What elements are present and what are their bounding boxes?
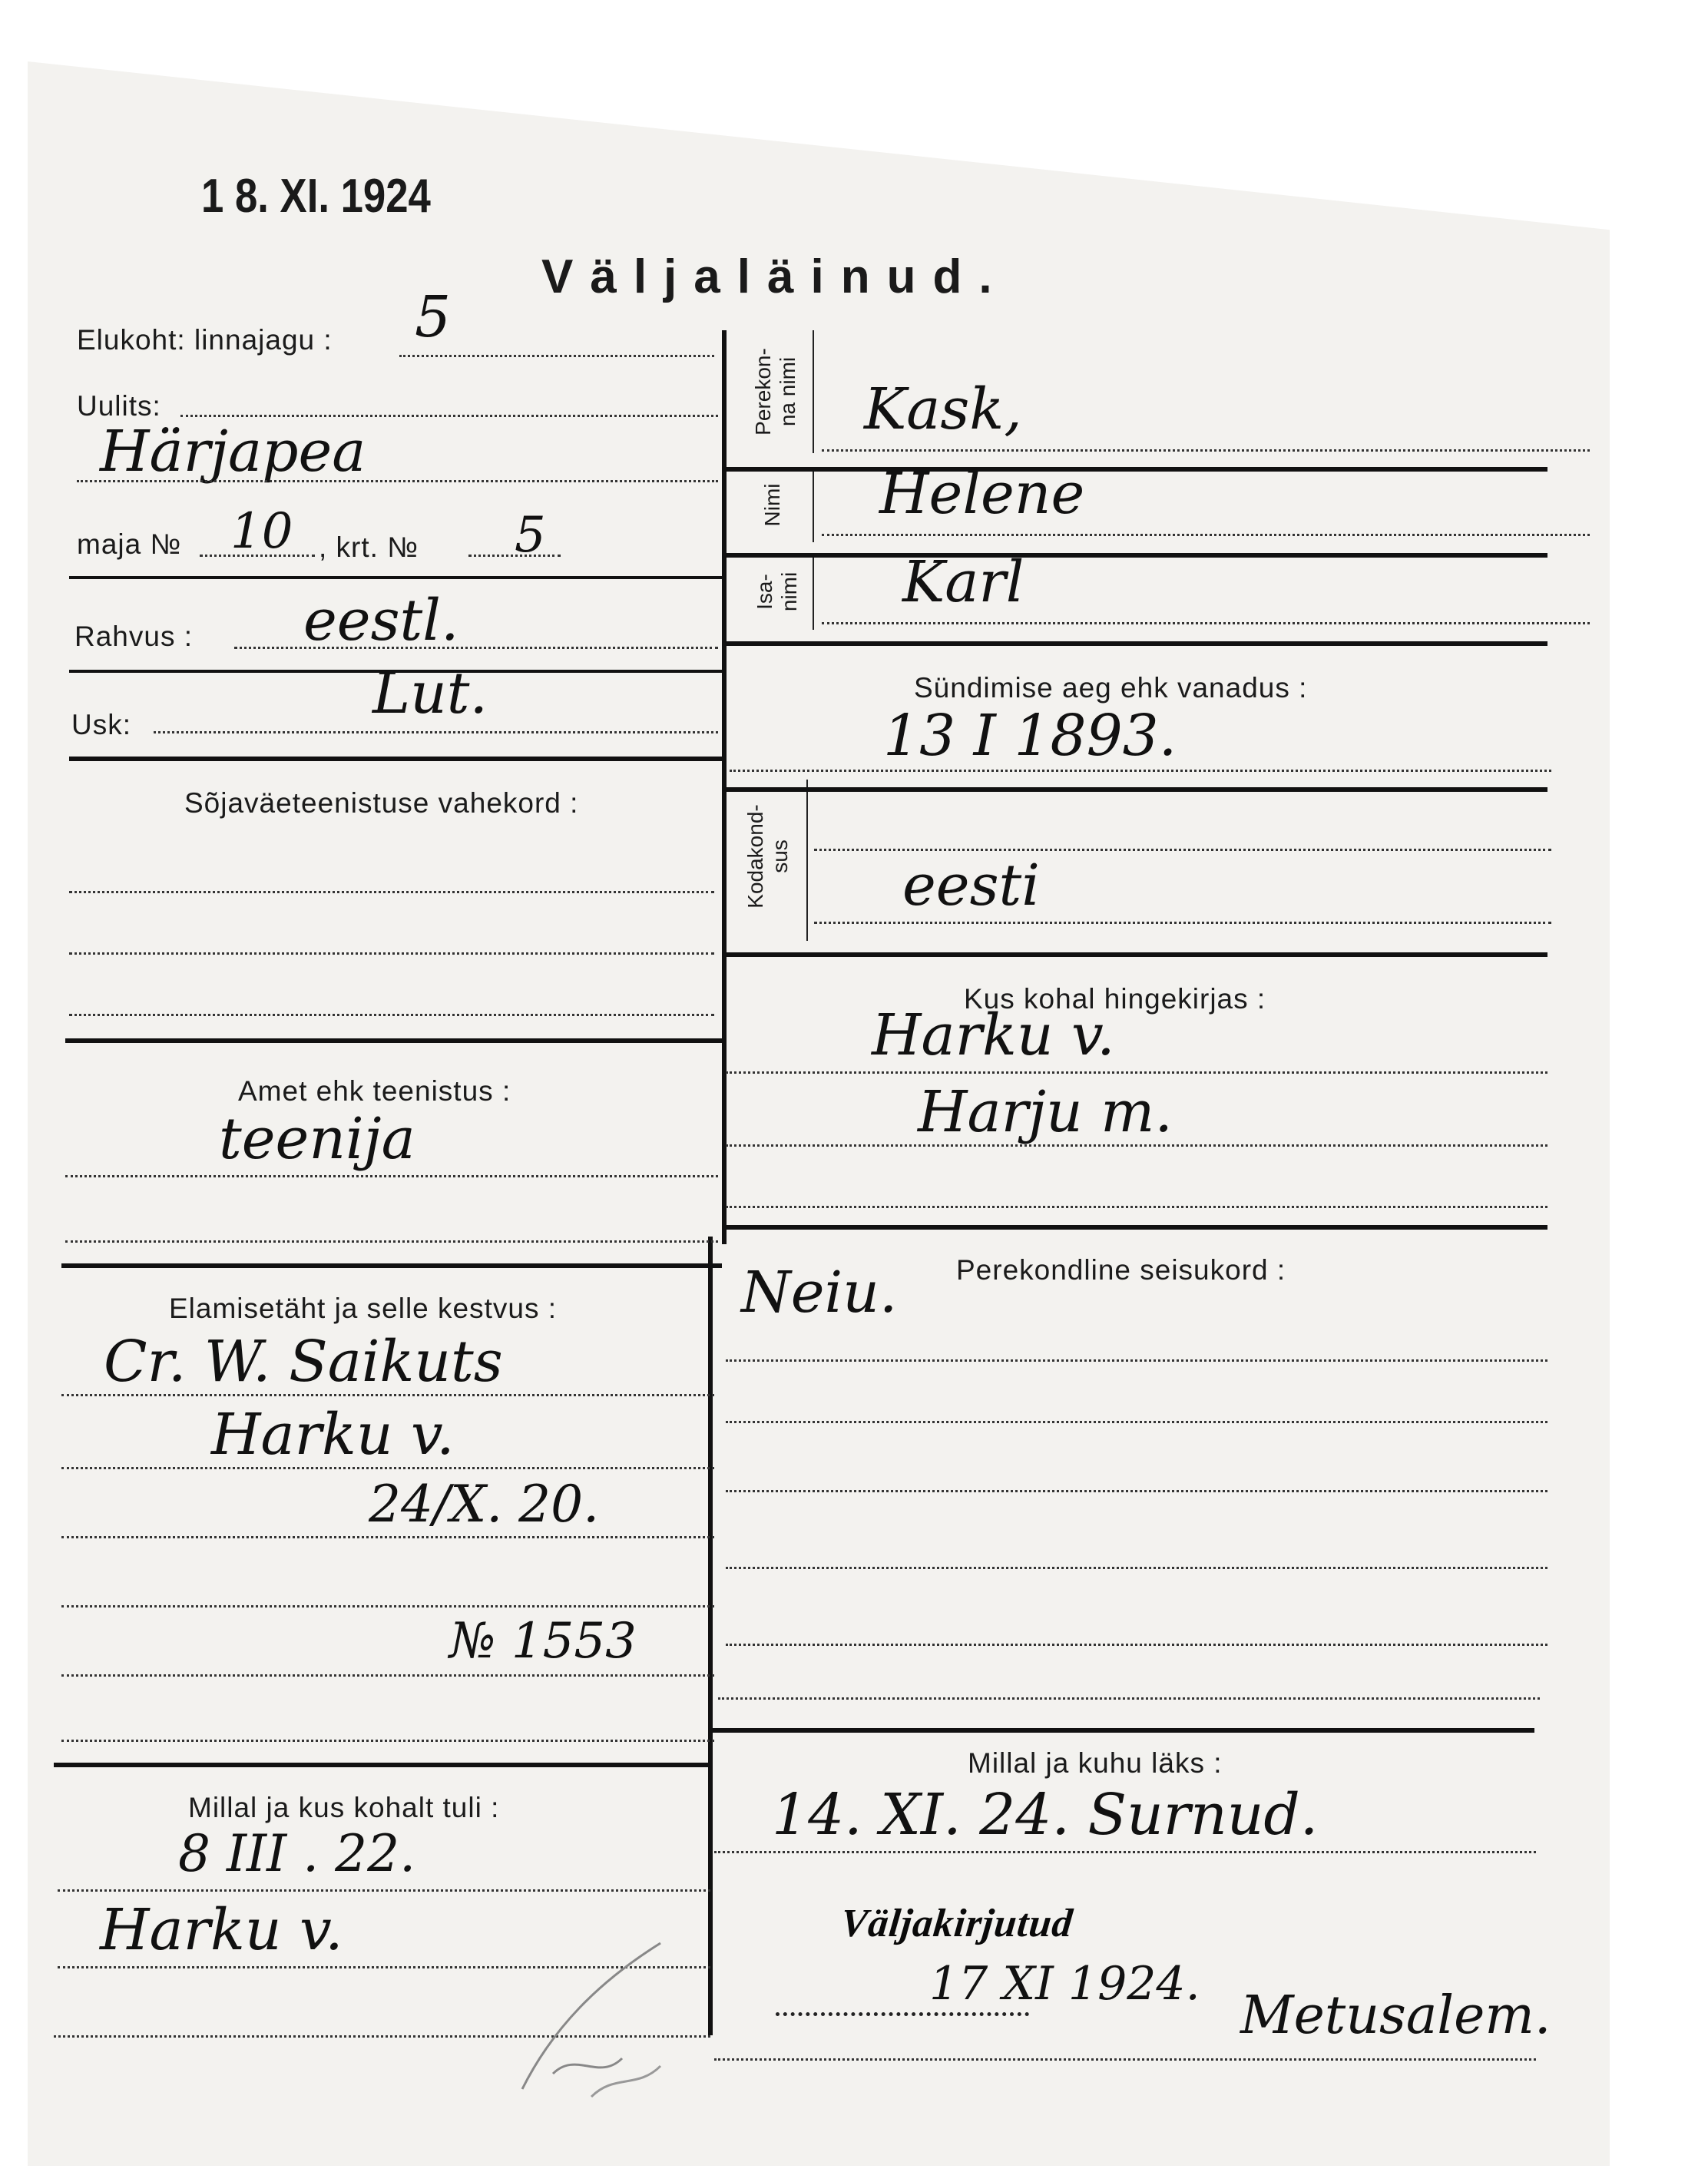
kodakondsus-label: Kodakond- sus (743, 804, 792, 909)
dotted-line (726, 1490, 1547, 1492)
dotted-line (776, 2012, 1029, 2016)
dotted-line (822, 534, 1590, 536)
elamise-line-3: 24/X. 20. (369, 1475, 600, 1534)
dotted-line (814, 922, 1551, 924)
dotted-line (61, 1740, 714, 1742)
dotted-line (69, 952, 714, 955)
isanimi-label: Isa- nimi (753, 571, 801, 612)
elamise-line-4: № 1553 (449, 1613, 637, 1670)
maja-label: maja № (77, 528, 182, 560)
krt-value: 5 (515, 507, 546, 564)
page-title: Väljaläinud. (541, 250, 1009, 303)
dotted-line (77, 480, 718, 482)
dotted-line (726, 1567, 1547, 1569)
uulits-value: Härjapea (100, 419, 366, 485)
section-rule (65, 1038, 722, 1043)
dotted-line (726, 1421, 1547, 1423)
usk-label: Usk: (71, 709, 131, 740)
section-rule (69, 757, 722, 761)
dotted-line (714, 2058, 1536, 2061)
nimi-label: Nimi (760, 483, 784, 527)
dotted-line (154, 731, 718, 733)
dotted-line (822, 449, 1590, 452)
elukoht-label: Elukoht: linnajagu : (77, 324, 333, 356)
dotted-line (822, 622, 1590, 624)
sojavae-label: Sõjaväeteenistuse vahekord : (184, 787, 579, 819)
dotted-line (814, 849, 1551, 851)
dotted-line (61, 1536, 714, 1538)
dotted-line (61, 1467, 714, 1469)
stamp-date: 17 XI 1924. (929, 1957, 1200, 2011)
kodakondsus-value: eesti (902, 853, 1040, 919)
dotted-line (714, 1851, 1536, 1853)
isanimi-value: Karl (902, 549, 1024, 615)
dotted-line (65, 1175, 718, 1177)
perekonnanimi-value: Kask, (864, 376, 1022, 442)
pencil-scribble-icon (507, 1935, 691, 2104)
section-rule (722, 1225, 1547, 1230)
dotted-line (58, 1889, 710, 1892)
section-rule (726, 467, 1547, 472)
dotted-line (726, 1144, 1547, 1147)
dotted-line (200, 555, 315, 557)
section-rule (726, 952, 1547, 957)
section-rule (54, 1763, 713, 1767)
date-stamp: 1 8. XI. 1924 (201, 170, 431, 223)
signature: Metusalem. (1240, 1985, 1551, 2046)
sundimise-value: 13 I 1893. (883, 703, 1177, 769)
krt-label: , krt. № (319, 531, 419, 563)
dotted-line (234, 647, 718, 649)
dotted-line (726, 1644, 1547, 1646)
dotted-line (468, 555, 561, 557)
nimi-value: Helene (879, 461, 1085, 527)
perekondline-value: Neiu. (741, 1260, 898, 1326)
dotted-line (69, 891, 714, 893)
dotted-line (726, 1071, 1547, 1074)
uulits-label: Uulits: (77, 390, 161, 422)
maja-value: 10 (230, 503, 293, 560)
amet-label: Amet ehk teenistus : (238, 1075, 511, 1107)
laks-label: Millal ja kuhu läks : (968, 1747, 1223, 1779)
elamise-label: Elamisetäht ja selle kestvus : (169, 1293, 558, 1324)
perekonnanimi-label: Perekon- na nimi (751, 348, 799, 435)
label-column-divider (813, 555, 814, 630)
dotted-line (61, 1394, 714, 1396)
perekondline-label: Perekondline seisukord : (956, 1254, 1286, 1286)
tuli-label: Millal ja kus kohalt tuli : (188, 1792, 500, 1823)
laks-value: 14. XI. 24. Surnud. (772, 1782, 1319, 1848)
hingekiri-line-1: Harku v. (872, 1002, 1115, 1068)
rahvus-label: Rahvus : (74, 621, 194, 652)
elamise-line-1: Cr. W. Saikuts (104, 1329, 503, 1395)
hingekiri-line-2: Harju m. (918, 1079, 1173, 1145)
dotted-line (399, 355, 714, 357)
tuli-line-2: Harku v. (100, 1897, 343, 1963)
label-column-divider (813, 467, 814, 542)
stamp-text: Väljakirjutud (839, 1902, 1075, 1945)
section-rule (69, 576, 722, 579)
section-rule (726, 553, 1547, 558)
dotted-line (69, 1014, 714, 1016)
dotted-line (61, 1674, 714, 1677)
section-rule (726, 641, 1547, 646)
dotted-line (730, 770, 1551, 772)
dotted-line (726, 1206, 1547, 1208)
rahvus-value: eestl. (303, 588, 459, 654)
elukoht-value: 5 (415, 284, 452, 350)
tuli-line-1: 8 III . 22. (178, 1824, 416, 1883)
elamise-line-2: Harku v. (211, 1402, 455, 1468)
dotted-line (61, 1605, 714, 1607)
usk-value: Lut. (372, 661, 488, 727)
label-column-divider (813, 330, 814, 453)
dotted-line (718, 1697, 1540, 1700)
dotted-line (65, 1240, 718, 1243)
sundimise-label: Sündimise aeg ehk vanadus : (914, 672, 1308, 704)
hingekiri-label: Kus kohal hingekirjas : (964, 983, 1266, 1015)
section-rule (61, 1263, 722, 1268)
dotted-line (180, 415, 718, 417)
column-divider-lower (708, 1237, 713, 2035)
section-rule (726, 787, 1547, 792)
amet-value: teenija (219, 1106, 415, 1172)
label-column-divider (806, 780, 808, 941)
dotted-line (726, 1359, 1547, 1362)
section-rule (713, 1728, 1534, 1733)
